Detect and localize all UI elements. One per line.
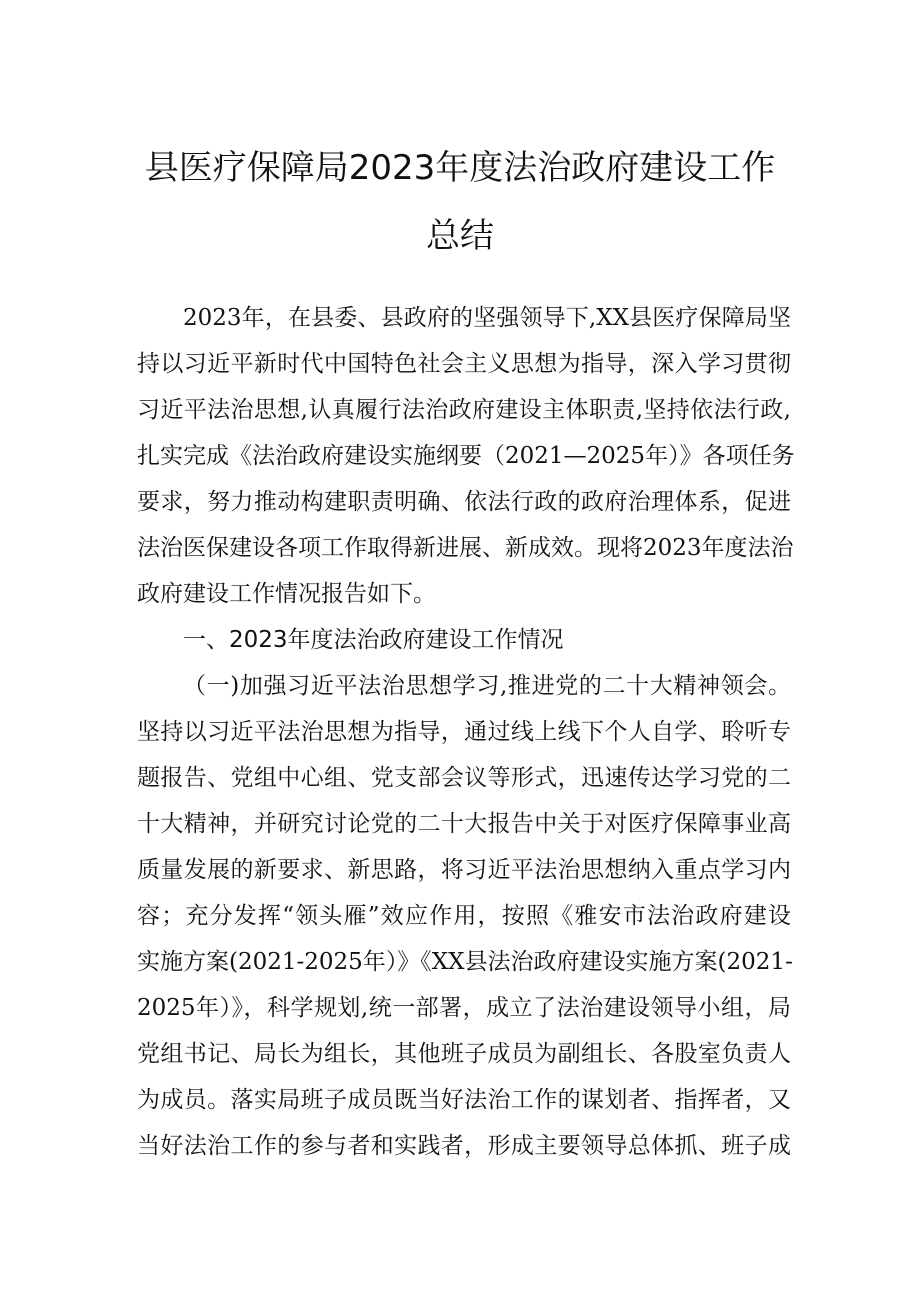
paragraph-2-line: 坚持以习近平法治思想为指导，通过线上线下个人自学、聆听专 (137, 719, 791, 745)
section-1-heading: 一、2023年度法治政府建设工作情况 (183, 627, 564, 653)
paragraph-2-line: 质量发展的新要求、新思路，将习近平法治思想纳入重点学习内 (137, 857, 791, 883)
paragraph-1-line: 法治医保建设各项工作取得新进展、新成效。现将2023年度法治 (137, 535, 794, 561)
paragraph-2-line: 党组书记、局长为组长，其他班子成员为副组长、各股室负责人 (137, 1041, 791, 1067)
paragraph-1-line: 要求，努力推动构建职责明确、依法行政的政府治理体系，促进 (137, 489, 791, 515)
paragraph-2-line: 容；充分发挥“领头雁”效应作用，按照《雅安市法治政府建设 (137, 903, 791, 929)
document-title-line-2: 总结 (426, 216, 494, 256)
paragraph-2-line: 当好法治工作的参与者和实践者，形成主要领导总体抓、班子成 (137, 1133, 791, 1159)
paragraph-2-line: 十大精神，并研究讨论党的二十大报告中关于对医疗保障事业高 (137, 811, 791, 837)
paragraph-1-line: 2023年，在县委、县政府的坚强领导下,XX县医疗保障局坚 (183, 305, 791, 331)
paragraph-1-line: 政府建设工作情况报告如下。 (137, 581, 436, 607)
paragraph-1-line: 持以习近平新时代中国特色社会主义思想为指导，深入学习贯彻 (137, 351, 791, 377)
paragraph-2-line: 为成员。落实局班子成员既当好法治工作的谋划者、指挥者，又 (137, 1087, 791, 1113)
paragraph-2-line: 实施方案(2021-2025年）》《XX县法治政府建设实施方案(2021- (137, 949, 793, 975)
paragraph-1-line: 扎实完成《法治政府建设实施纲要（2021—2025年）》各项任务 (137, 443, 795, 469)
paragraph-2-line: 2025年）》，科学规划,统一部署，成立了法治建设领导小组，局 (137, 995, 791, 1021)
paragraph-2-line: （一)加强习近平法治思想学习,推进党的二十大精神领会。 (183, 673, 791, 699)
document-title-line-1: 县医疗保障局2023年度法治政府建设工作 (144, 148, 776, 188)
paragraph-1-line: 习近平法治思想,认真履行法治政府建设主体职责,坚持依法行政, (137, 397, 791, 423)
paragraph-2-line: 题报告、党组中心组、党支部会议等形式，迅速传达学习党的二 (137, 765, 791, 791)
